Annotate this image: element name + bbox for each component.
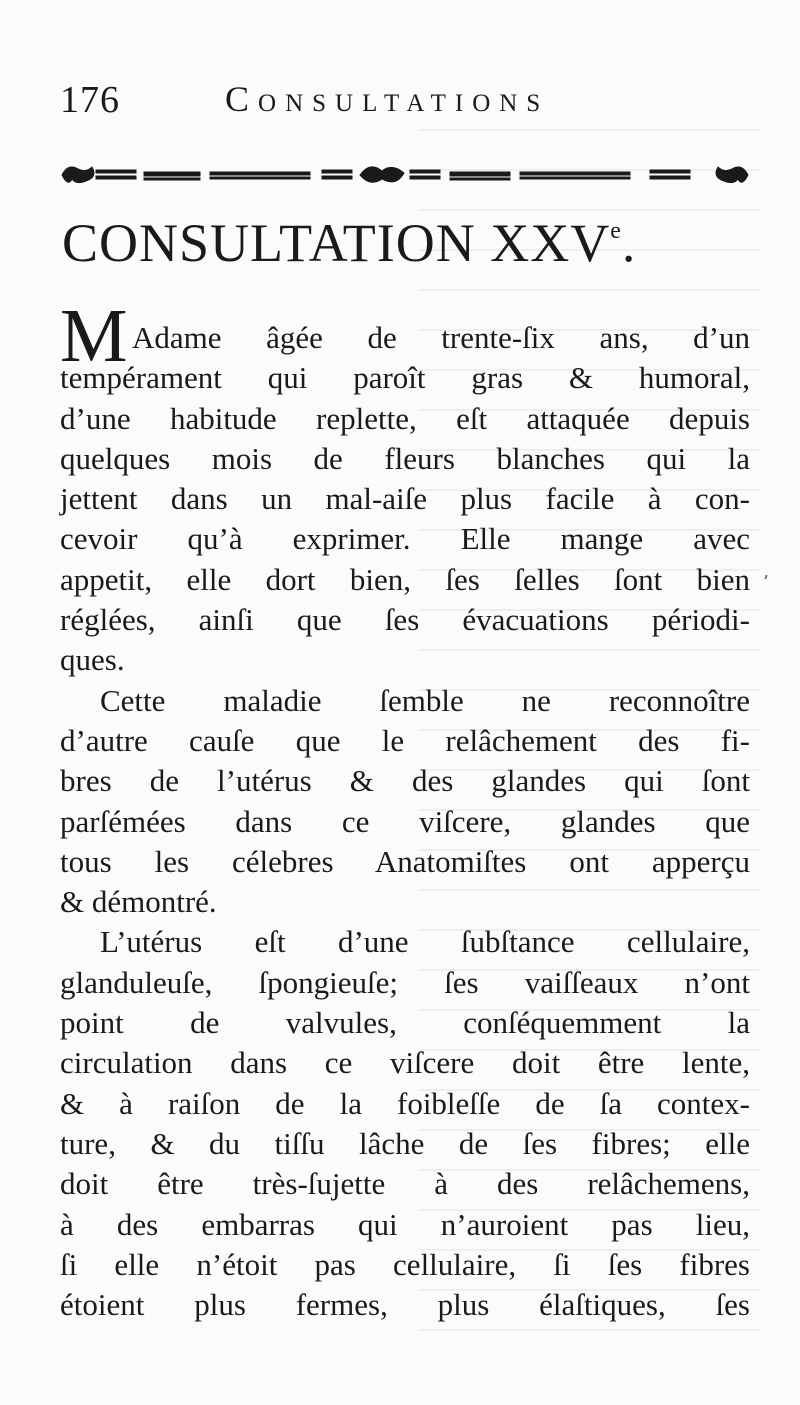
text-line: ture, & du tiſſu lâche de ſes fibres; elle	[60, 1125, 750, 1161]
text-line: quelques mois de fleurs blanches qui la	[60, 440, 750, 476]
text-line: ſi elle n’étoit pas cellulaire, ſi ſes fibres	[60, 1246, 750, 1282]
text-line: tous les célebres Anatomiſtes ont apperçu	[60, 843, 750, 879]
chapter-heading-suffix: .	[621, 213, 637, 273]
text-line: d’autre cauſe que le relâchement des fi-	[60, 722, 750, 758]
text-line: Cette maladie ſemble ne reconnoître	[100, 682, 750, 718]
text-line: d’une habitude replette, eſt attaquée depuis	[60, 400, 750, 436]
text-line: étoient plus fermes, plus élaſtiques, ſes	[60, 1287, 750, 1323]
chapter-heading	[62, 212, 636, 274]
text-line: jettent dans un mal-aiſe plus facile à con-	[60, 481, 750, 517]
text-line: à des embarras qui n’auroient pas lieu,	[60, 1206, 750, 1242]
text-line: & à raiſon de la foibleſſe de ſa contex-	[60, 1085, 750, 1121]
drop-cap: M	[60, 294, 128, 378]
ornament-graphic	[60, 160, 750, 190]
text-line: & démontré.	[60, 884, 217, 920]
text-line: ques.	[60, 642, 125, 678]
text-line: circulation dans ce viſcere doit être lente,	[60, 1045, 750, 1081]
text-line: glanduleuſe, ſpongieuſe; ſes vaiſſeaux n’ont	[60, 964, 750, 1000]
text-line: tempérament qui paroît gras & humoral,	[60, 360, 750, 396]
text-line: cevoir qu’à exprimer. Elle mange avec	[60, 521, 750, 557]
text-line: Adame âgée de trente-ſix ans, d’un	[132, 320, 750, 355]
running-head	[60, 78, 750, 128]
text-line: appetit, elle dort bien, ſes ſelles ſont bien	[60, 561, 750, 597]
running-title: Consultations	[225, 79, 550, 119]
text-line: bres de l’utérus & des glandes qui ſont	[60, 763, 750, 799]
chapter-heading-text: CONSULTATION XXV	[62, 213, 611, 273]
text-line: point de valvules, conſéquemment la	[60, 1005, 750, 1041]
text-line: parſémées dans ce viſcere, glandes que	[60, 803, 750, 839]
ornamental-rule	[60, 160, 750, 190]
page-number: 176	[60, 79, 120, 121]
margin-mark: ’	[763, 572, 769, 593]
text-line: doit être très-ſujette à des relâchemens,	[60, 1166, 750, 1202]
text-line: L’utérus eſt d’une ſubſtance cellulaire,	[100, 924, 750, 960]
chapter-heading-superscript: e	[610, 218, 622, 244]
text-line: réglées, ainſi que ſes évacuations périodi-	[60, 602, 750, 638]
body-text	[60, 294, 750, 1325]
